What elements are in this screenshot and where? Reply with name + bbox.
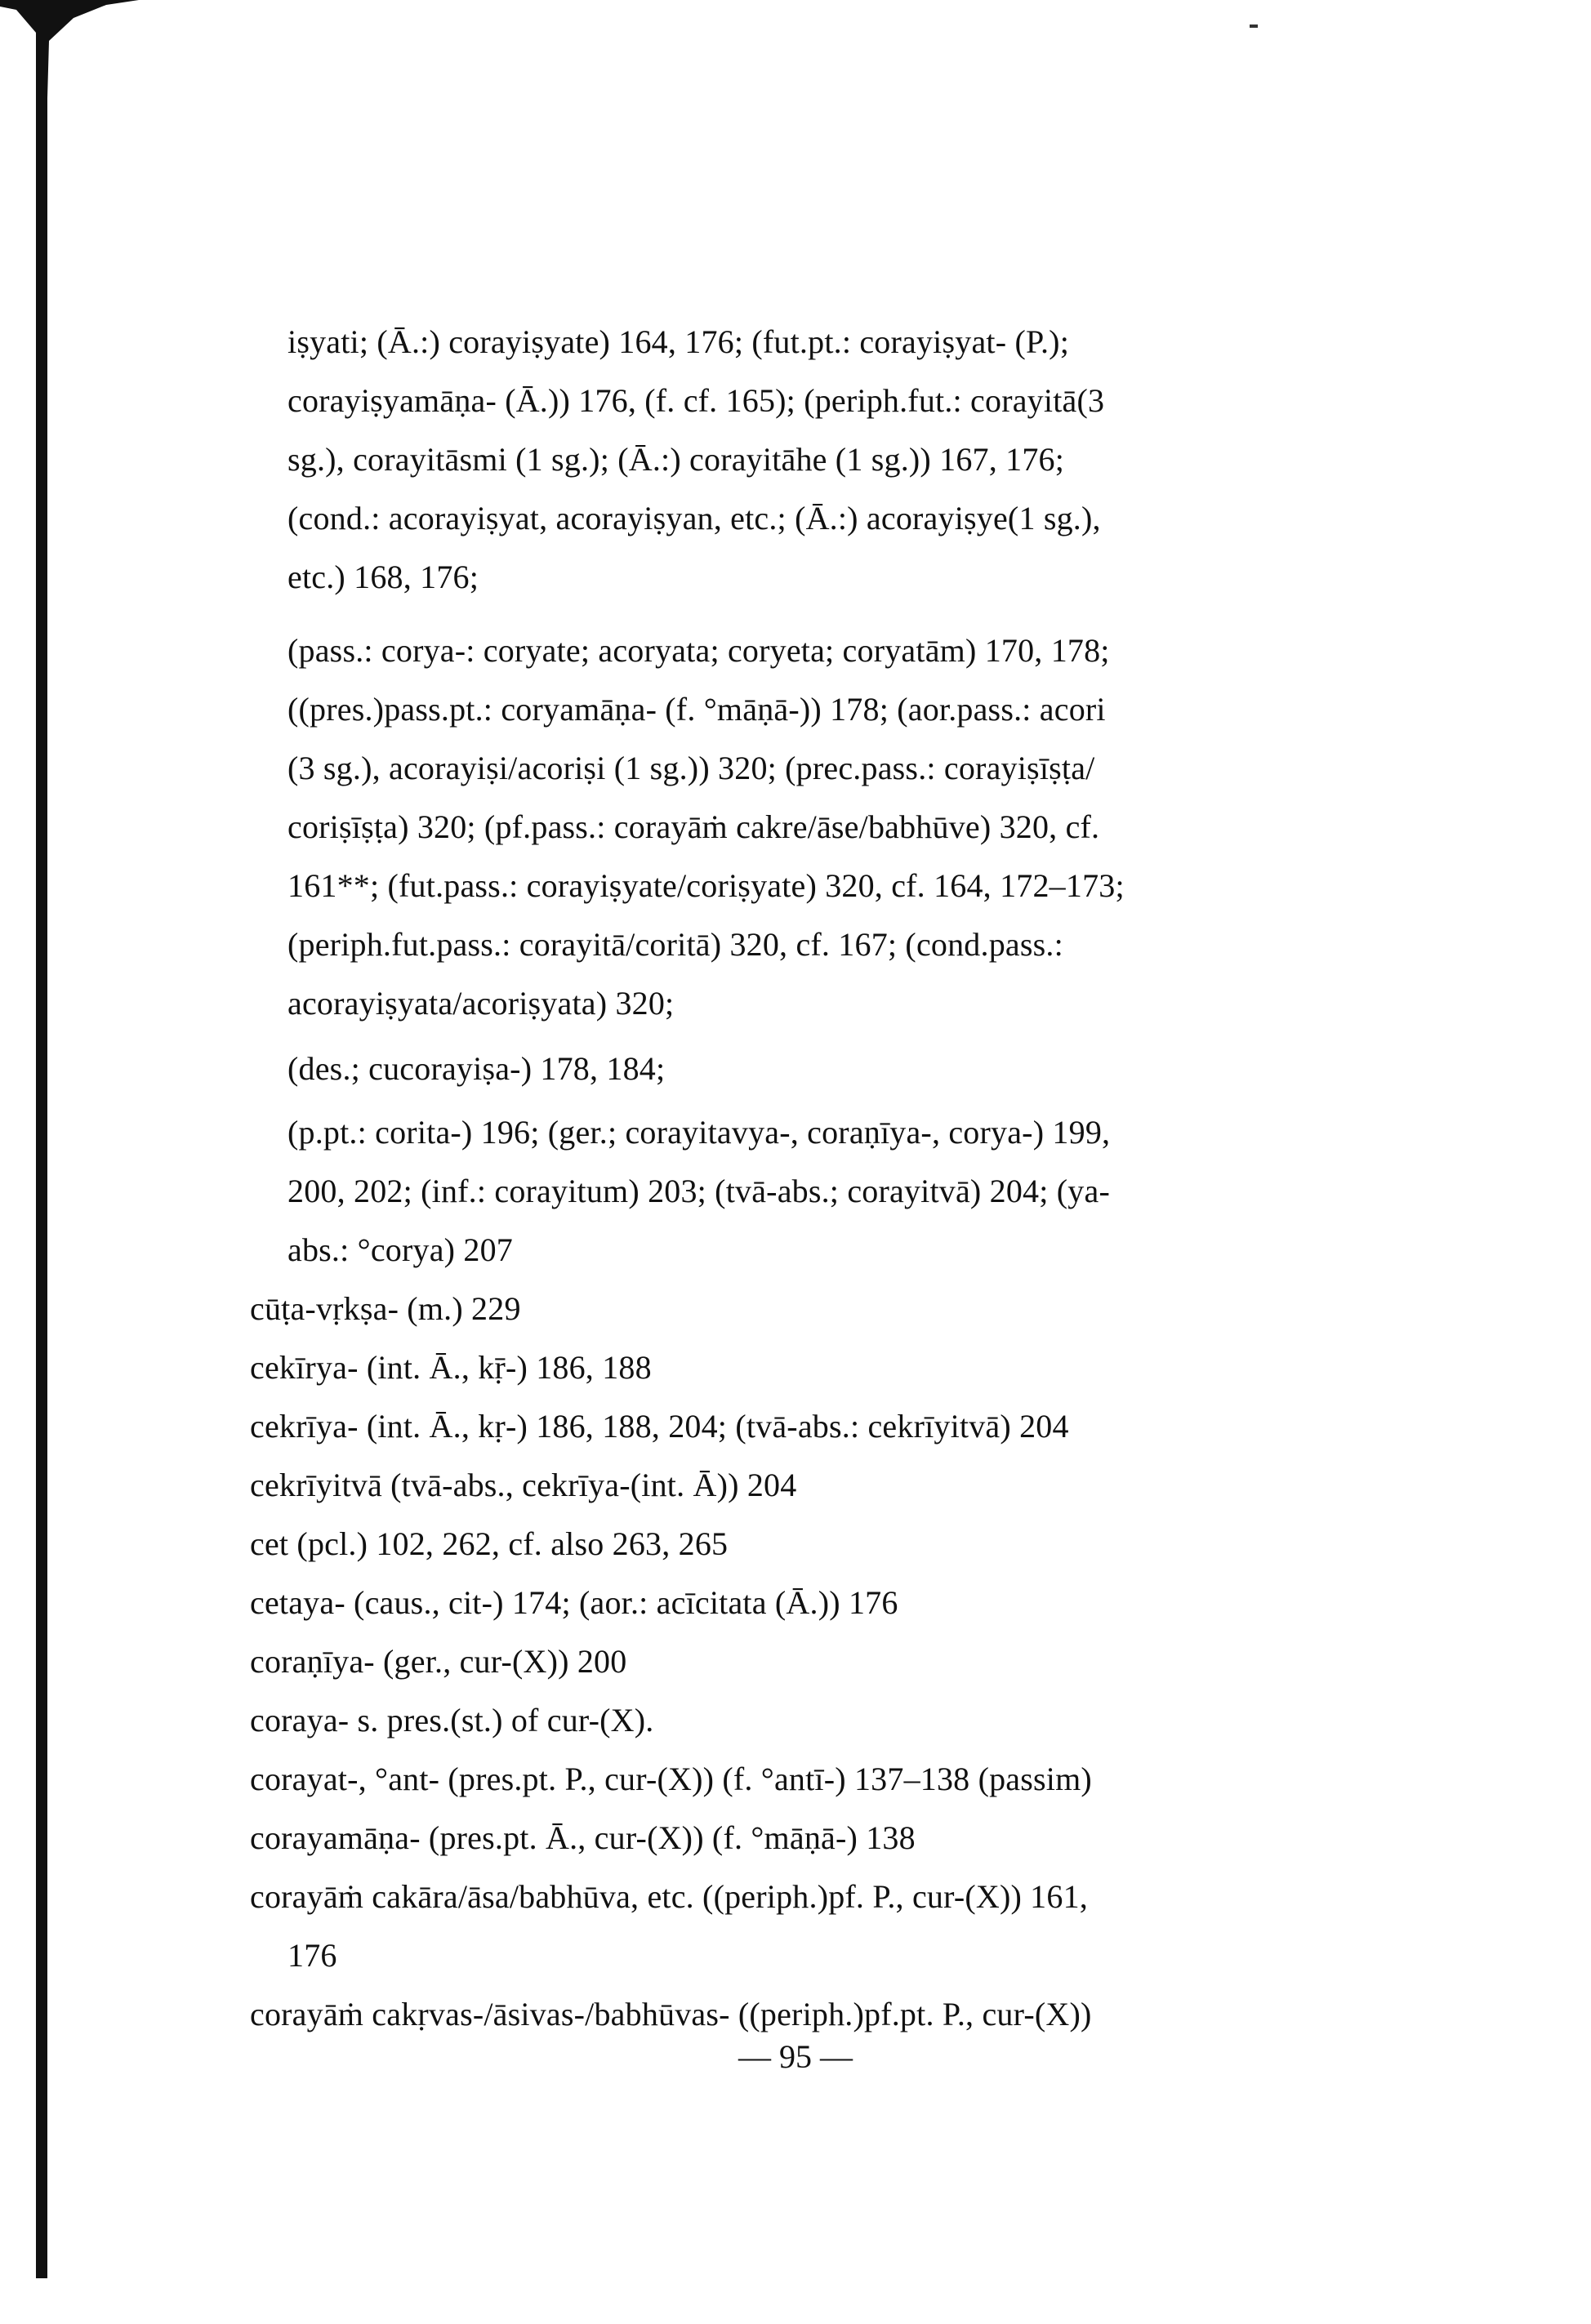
- entry-line: sg.), corayitāsmi (1 sg.); (Ā.:) corayitāhe (1 sg.)) 167, 176;: [287, 441, 1065, 478]
- entry-line: cekrīyitvā (tvā-abs., cekrīya-(int. Ā)) 204: [250, 1467, 797, 1503]
- entry-line: iṣyati; (Ā.:) corayiṣyate) 164, 176; (fut.pt.: corayiṣyat- (P.);: [287, 323, 1070, 360]
- entry-line: corayamāṇa- (pres.pt. Ā., cur-(X)) (f. °māṇā-) 138: [250, 1819, 916, 1856]
- entry-line: corayiṣyamāṇa- (Ā.)) 176, (f. cf. 165); (periph.fut.: corayitā(3: [287, 382, 1105, 419]
- entry-line: ((pres.)pass.pt.: coryamāṇa- (f. °māṇā-)) 178; (aor.pass.: acori: [287, 691, 1106, 728]
- entry-line: coriṣīṣṭa) 320; (pf.pass.: corayāṁ cakre/āse/babhūve) 320, cf.: [287, 808, 1100, 845]
- entry-line: abs.: °corya) 207: [287, 1231, 513, 1268]
- entry-line: (cond.: acorayiṣyat, acorayiṣyan, etc.; (Ā.:) acorayiṣye(1 sg.),: [287, 500, 1101, 536]
- entry-line: 200, 202; (inf.: corayitum) 203; (tvā-abs.; corayitvā) 204; (ya-: [287, 1173, 1110, 1209]
- entry-line: (3 sg.), acorayiṣi/acoriṣi (1 sg.)) 320; (prec.pass.: corayiṣīṣṭa/: [287, 750, 1095, 786]
- entry-line: etc.) 168, 176;: [287, 559, 479, 595]
- entry-line: corayat-, °ant- (pres.pt. P., cur-(X)) (f. °antī-) 137–138 (passim): [250, 1761, 1092, 1797]
- entry-line: cekrīya- (int. Ā., kṛ-) 186, 188, 204; (tvā-abs.: cekrīyitvā) 204: [250, 1408, 1069, 1445]
- entry-line: (des.; cucorayiṣa-) 178, 184;: [287, 1050, 666, 1087]
- entry-line: coraṇīya- (ger., cur-(X)) 200: [250, 1643, 627, 1680]
- entry-line: corayāṁ cakṛvas-/āsivas-/babhūvas- ((periph.)pf.pt. P., cur-(X)): [250, 1996, 1092, 2032]
- entry-line: corayāṁ cakāra/āsa/babhūva, etc. ((periph.)pf. P., cur-(X)) 161,: [250, 1878, 1088, 1915]
- entry-line: (p.pt.: corita-) 196; (ger.; corayitavya-, coraṇīya-, corya-) 199,: [287, 1114, 1111, 1151]
- entry-line: coraya- s. pres.(st.) of cur-(X).: [250, 1702, 654, 1739]
- entry-line: cet (pcl.) 102, 262, cf. also 263, 265: [250, 1525, 729, 1562]
- entry-line: (periph.fut.pass.: corayitā/coritā) 320, cf. 167; (cond.pass.:: [287, 926, 1063, 963]
- entry-line: 161**; (fut.pass.: corayiṣyate/coriṣyate) 320, cf. 164, 172–173;: [287, 867, 1125, 904]
- entry-line: acorayiṣyata/acoriṣyata) 320;: [287, 985, 675, 1022]
- entry-line: 176: [287, 1937, 337, 1974]
- entry-line: cekīrya- (int. Ā., kṝ-) 186, 188: [250, 1349, 652, 1386]
- entry-line: (pass.: corya-: coryate; acoryata; coryeta; coryatām) 170, 178;: [287, 632, 1110, 669]
- page-number: — 95 —: [738, 2038, 853, 2075]
- entry-line: cetaya- (caus., cit-) 174; (aor.: acīcitata (Ā.)) 176: [250, 1584, 898, 1621]
- entry-line: cūṭa-vṛkṣa- (m.) 229: [250, 1290, 521, 1327]
